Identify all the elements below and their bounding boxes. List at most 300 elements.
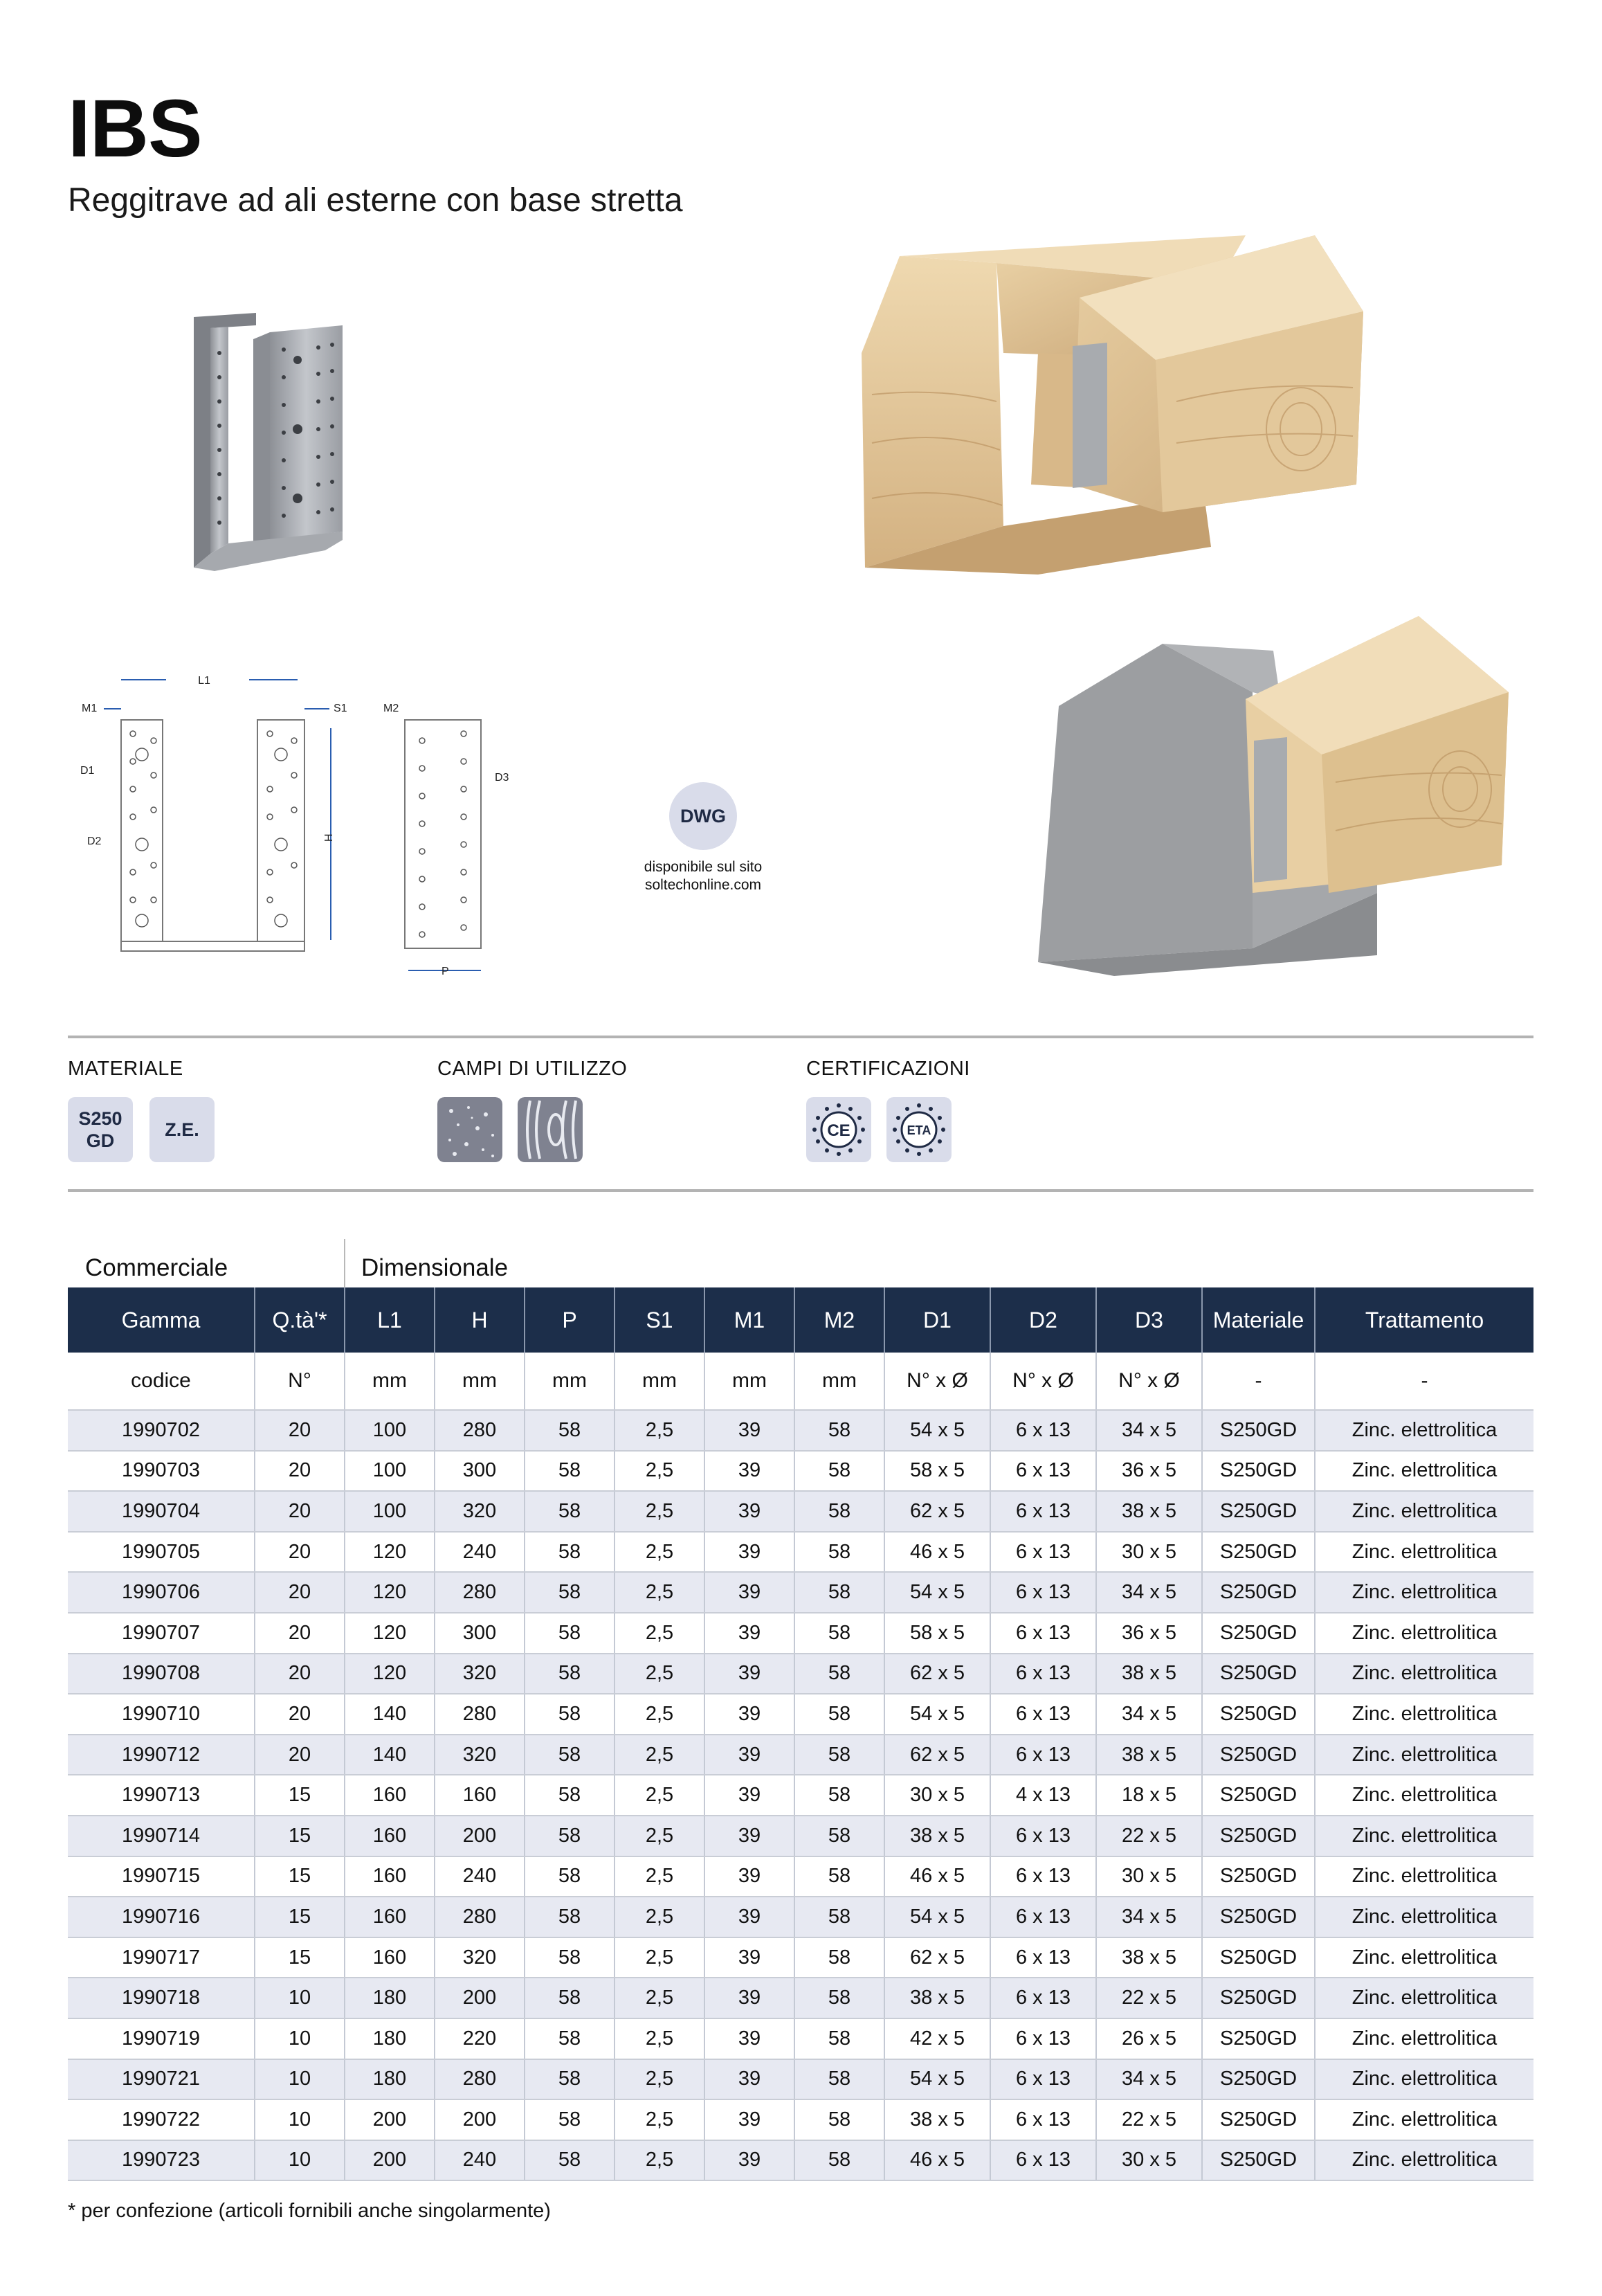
table-cell: S250GD (1202, 2140, 1315, 2181)
table-cell: 54 x 5 (884, 1694, 990, 1735)
table-cell: Zinc. elettrolitica (1315, 1978, 1533, 2018)
table-cell: S250GD (1202, 1694, 1315, 1735)
col-m1: M1 (704, 1287, 794, 1353)
table-cell: 240 (435, 2140, 525, 2181)
table-cell: 58 x 5 (884, 1613, 990, 1654)
table-cell: 160 (345, 1856, 435, 1897)
table-cell: Zinc. elettrolitica (1315, 1410, 1533, 1451)
table-cell: 6 x 13 (990, 2059, 1096, 2100)
table-cell: 2,5 (615, 1694, 704, 1735)
table-cell: 280 (435, 1410, 525, 1451)
table-cell: 20 (255, 1451, 345, 1492)
table-cell: 10 (255, 2099, 345, 2140)
table-cell: 20 (255, 1613, 345, 1654)
table-cell: S250GD (1202, 1816, 1315, 1856)
table-cell: 2,5 (615, 2059, 704, 2100)
concrete-icon (437, 1097, 502, 1162)
table-cell: 6 x 13 (990, 1451, 1096, 1492)
table-cell: 200 (345, 2099, 435, 2140)
table-cell: 58 (794, 2099, 884, 2140)
table-cell: 39 (704, 1613, 794, 1654)
table-cell: 38 x 5 (1096, 1937, 1202, 1978)
table-cell: 39 (704, 1816, 794, 1856)
table-row (68, 1897, 1533, 1937)
table-cell: 160 (345, 1775, 435, 1816)
label-p: P (442, 966, 449, 977)
table-cell: 2,5 (615, 1451, 704, 1492)
table-cell: 120 (345, 1654, 435, 1694)
table-cell: 100 (345, 1451, 435, 1492)
table-row (68, 1694, 1533, 1735)
wood-grain-icon (518, 1097, 583, 1162)
table-cell: 58 (525, 2018, 615, 2059)
unit-cell: N° (255, 1353, 345, 1410)
label-h: H (323, 833, 335, 842)
col-qta: Q.tà'* (255, 1287, 345, 1353)
table-cell: 39 (704, 1897, 794, 1937)
unit-cell: mm (615, 1353, 704, 1410)
col-d1: D1 (884, 1287, 990, 1353)
table-cell: 6 x 13 (990, 2099, 1096, 2140)
col-d3: D3 (1096, 1287, 1202, 1353)
unit-cell: - (1315, 1353, 1533, 1410)
table-cell: 38 x 5 (884, 1978, 990, 2018)
table-cell: 180 (345, 2018, 435, 2059)
table-row (68, 2140, 1533, 2181)
page-title: IBS (68, 83, 202, 174)
col-gamma: Gamma (68, 1287, 255, 1353)
table-cell: 180 (345, 2059, 435, 2100)
table-cell: 6 x 13 (990, 1491, 1096, 1532)
table-cell: 39 (704, 1775, 794, 1816)
table-cell: 58 (794, 1410, 884, 1451)
table-cell: 58 x 5 (884, 1451, 990, 1492)
table-cell: 62 x 5 (884, 1937, 990, 1978)
table-cell: 10 (255, 2140, 345, 2181)
label-m1: M1 (82, 703, 98, 714)
table-row (68, 1775, 1533, 1816)
table-cell: S250GD (1202, 1532, 1315, 1573)
table-cell: 280 (435, 2059, 525, 2100)
table-cell: 54 x 5 (884, 1897, 990, 1937)
table-cell: 54 x 5 (884, 2059, 990, 2100)
table-cell: 34 x 5 (1096, 1572, 1202, 1613)
label-d2: D2 (87, 835, 102, 847)
unit-cell: N° x Ø (884, 1353, 990, 1410)
table-cell: S250GD (1202, 1856, 1315, 1897)
table-cell: 58 (794, 1937, 884, 1978)
table-cell: Zinc. elettrolitica (1315, 1532, 1533, 1573)
table-cell: 2,5 (615, 1532, 704, 1573)
table-cell: 4 x 13 (990, 1775, 1096, 1816)
table-row (68, 1816, 1533, 1856)
table-cell: 2,5 (615, 1816, 704, 1856)
table-cell: 58 (525, 1735, 615, 1775)
group-dimensionale: Dimensionale (361, 1254, 509, 1281)
table-cell: 34 x 5 (1096, 2059, 1202, 2100)
table-cell: 1990716 (68, 1897, 255, 1937)
table-cell: 58 (794, 1856, 884, 1897)
label-d1: D1 (80, 765, 95, 777)
table-header-row (68, 1287, 1533, 1353)
table-cell: 6 x 13 (990, 1978, 1096, 2018)
table-cell: 42 x 5 (884, 2018, 990, 2059)
table-cell: 58 (525, 2099, 615, 2140)
table-cell: 54 x 5 (884, 1572, 990, 1613)
table-cell: 180 (345, 1978, 435, 2018)
svg-text:CE: CE (827, 1121, 850, 1140)
dwg-download-badge[interactable]: DWG (669, 782, 737, 850)
col-d2: D2 (990, 1287, 1096, 1353)
unit-cell: N° x Ø (1096, 1353, 1202, 1410)
table-cell: 34 x 5 (1096, 1410, 1202, 1451)
unit-cell: mm (345, 1353, 435, 1410)
table-cell: 1990721 (68, 2059, 255, 2100)
table-cell: 6 x 13 (990, 1694, 1096, 1735)
table-cell: 58 (525, 1816, 615, 1856)
label-m2: M2 (383, 703, 399, 714)
table-cell: 2,5 (615, 1410, 704, 1451)
units-row (68, 1353, 1533, 1410)
table-row (68, 1613, 1533, 1654)
col-l1: L1 (345, 1287, 435, 1353)
table-cell: 120 (345, 1532, 435, 1573)
table-row (68, 1410, 1533, 1451)
table-cell: 280 (435, 1694, 525, 1735)
table-cell: 38 x 5 (884, 2099, 990, 2140)
table-cell: 22 x 5 (1096, 1816, 1202, 1856)
table-cell: 2,5 (615, 2140, 704, 2181)
table-cell: 46 x 5 (884, 1532, 990, 1573)
table-cell: Zinc. elettrolitica (1315, 1451, 1533, 1492)
svg-text:ETA: ETA (907, 1123, 931, 1137)
table-cell: 220 (435, 2018, 525, 2059)
unit-cell: mm (794, 1353, 884, 1410)
footnote: * per confezione (articoli fornibili anche singolarmente) (68, 2200, 551, 2222)
table-cell: 160 (345, 1937, 435, 1978)
unit-cell: N° x Ø (990, 1353, 1096, 1410)
table-cell: 58 (525, 1572, 615, 1613)
table-cell: 1990705 (68, 1532, 255, 1573)
table-cell: 58 (794, 1978, 884, 2018)
table-cell: Zinc. elettrolitica (1315, 1572, 1533, 1613)
table-cell: 30 x 5 (1096, 1532, 1202, 1573)
table-cell: S250GD (1202, 1897, 1315, 1937)
table-cell: 20 (255, 1654, 345, 1694)
col-trattamento: Trattamento (1315, 1287, 1533, 1353)
table-cell: 15 (255, 1897, 345, 1937)
col-h: H (435, 1287, 525, 1353)
table-cell: 140 (345, 1735, 435, 1775)
table-row (68, 1572, 1533, 1613)
table-cell: 39 (704, 2018, 794, 2059)
table-cell: 300 (435, 1451, 525, 1492)
table-cell: 20 (255, 1572, 345, 1613)
table-cell: 2,5 (615, 1491, 704, 1532)
table-cell: 20 (255, 1694, 345, 1735)
table-cell: 54 x 5 (884, 1410, 990, 1451)
table-row (68, 2018, 1533, 2059)
table-row (68, 1937, 1533, 1978)
table-cell: 58 (794, 1613, 884, 1654)
table-cell: S250GD (1202, 1735, 1315, 1775)
table-cell: 15 (255, 1775, 345, 1816)
table-cell: 58 (525, 2059, 615, 2100)
table-cell: Zinc. elettrolitica (1315, 1937, 1533, 1978)
table-cell: 6 x 13 (990, 1410, 1096, 1451)
table-cell: 6 x 13 (990, 1613, 1096, 1654)
table-cell: 6 x 13 (990, 1897, 1096, 1937)
table-cell: 10 (255, 1978, 345, 2018)
table-cell: Zinc. elettrolitica (1315, 1654, 1533, 1694)
table-cell: 58 (794, 2140, 884, 2181)
table-cell: 2,5 (615, 1654, 704, 1694)
unit-cell: mm (525, 1353, 615, 1410)
table-cell: 39 (704, 1978, 794, 2018)
table-cell: S250GD (1202, 1654, 1315, 1694)
table-cell: 160 (345, 1816, 435, 1856)
table-cell: 36 x 5 (1096, 1613, 1202, 1654)
unit-cell: mm (704, 1353, 794, 1410)
table-cell: 2,5 (615, 2099, 704, 2140)
table-cell: 1990712 (68, 1735, 255, 1775)
unit-cell: codice (68, 1353, 255, 1410)
table-cell: 39 (704, 2099, 794, 2140)
table-cell: 300 (435, 1613, 525, 1654)
table-cell: 1990706 (68, 1572, 255, 1613)
table-cell: 1990713 (68, 1775, 255, 1816)
table-cell: S250GD (1202, 1775, 1315, 1816)
label-l1: L1 (198, 675, 210, 687)
table-cell: 6 x 13 (990, 1735, 1096, 1775)
col-p: P (525, 1287, 615, 1353)
table-cell: 2,5 (615, 1897, 704, 1937)
table-cell: 6 x 13 (990, 1654, 1096, 1694)
table-cell: Zinc. elettrolitica (1315, 2099, 1533, 2140)
table-cell: 2,5 (615, 1937, 704, 1978)
table-cell: 58 (525, 1451, 615, 1492)
table-cell: 20 (255, 1735, 345, 1775)
page-subtitle: Reggitrave ad ali esterne con base stretta (68, 182, 683, 219)
table-cell: 58 (794, 1572, 884, 1613)
table-cell: 38 x 5 (1096, 1654, 1202, 1694)
unit-cell: mm (435, 1353, 525, 1410)
table-cell: 2,5 (615, 1978, 704, 2018)
table-cell: 15 (255, 1937, 345, 1978)
table-cell: 58 (525, 1978, 615, 2018)
table-cell: 38 x 5 (884, 1816, 990, 1856)
table-cell: S250GD (1202, 1451, 1315, 1492)
table-cell: 100 (345, 1410, 435, 1451)
table-cell: 62 x 5 (884, 1654, 990, 1694)
table-cell: 120 (345, 1572, 435, 1613)
table-cell: Zinc. elettrolitica (1315, 2018, 1533, 2059)
technical-drawing (76, 665, 519, 983)
table-cell: 6 x 13 (990, 1816, 1096, 1856)
table-cell: 58 (525, 1694, 615, 1735)
table-cell: 36 x 5 (1096, 1451, 1202, 1492)
unit-cell: - (1202, 1353, 1315, 1410)
table-cell: 46 x 5 (884, 1856, 990, 1897)
table-cell: 58 (794, 1491, 884, 1532)
table-cell: 39 (704, 1937, 794, 1978)
table-cell: 22 x 5 (1096, 1978, 1202, 2018)
table-row (68, 1978, 1533, 2018)
table-cell: 62 x 5 (884, 1735, 990, 1775)
table-cell: 39 (704, 1572, 794, 1613)
table-cell: S250GD (1202, 1978, 1315, 2018)
table-cell: Zinc. elettrolitica (1315, 1613, 1533, 1654)
table-cell: 200 (345, 2140, 435, 2181)
table-cell: 58 (794, 2059, 884, 2100)
table-cell: Zinc. elettrolitica (1315, 1694, 1533, 1735)
table-cell: 6 x 13 (990, 2018, 1096, 2059)
table-cell: 58 (525, 1775, 615, 1816)
table-row (68, 1735, 1533, 1775)
table-cell: 160 (345, 1897, 435, 1937)
table-cell: 2,5 (615, 1735, 704, 1775)
table-cell: 1990722 (68, 2099, 255, 2140)
table-cell: 39 (704, 1856, 794, 1897)
divider-bottom (68, 1189, 1533, 1192)
table-cell: 30 x 5 (1096, 2140, 1202, 2181)
wood-joint-photo (858, 222, 1370, 581)
ce-mark-icon (806, 1097, 871, 1162)
table-cell: 1990717 (68, 1937, 255, 1978)
spec-table (68, 1287, 1533, 2181)
table-cell: 20 (255, 1410, 345, 1451)
table-cell: 58 (794, 1451, 884, 1492)
table-cell: 58 (794, 1735, 884, 1775)
table-cell: 280 (435, 1897, 525, 1937)
group-divider (344, 1239, 345, 1287)
table-cell: Zinc. elettrolitica (1315, 2059, 1533, 2100)
table-row (68, 1491, 1533, 1532)
table-cell: 26 x 5 (1096, 2018, 1202, 2059)
table-cell: 15 (255, 1856, 345, 1897)
table-cell: 39 (704, 1410, 794, 1451)
table-cell: 6 x 13 (990, 1532, 1096, 1573)
table-cell: 320 (435, 1654, 525, 1694)
table-cell: 1990707 (68, 1613, 255, 1654)
divider-top (68, 1036, 1533, 1038)
table-cell: S250GD (1202, 2018, 1315, 2059)
table-cell: 38 x 5 (1096, 1735, 1202, 1775)
table-cell: Zinc. elettrolitica (1315, 1775, 1533, 1816)
table-cell: 2,5 (615, 1775, 704, 1816)
label-d3: D3 (495, 772, 509, 784)
table-cell: S250GD (1202, 2059, 1315, 2100)
table-cell: 39 (704, 1451, 794, 1492)
table-row (68, 2059, 1533, 2100)
table-cell: 58 (794, 1897, 884, 1937)
table-cell: 1990702 (68, 1410, 255, 1451)
table-cell: 58 (525, 1897, 615, 1937)
table-cell: 10 (255, 2059, 345, 2100)
table-row (68, 1451, 1533, 1492)
table-row (68, 1532, 1533, 1573)
campi-label: CAMPI DI UTILIZZO (437, 1058, 628, 1080)
website-link[interactable]: soltechonline.com (644, 877, 762, 893)
table-cell: Zinc. elettrolitica (1315, 1856, 1533, 1897)
dwg-note: disponibile sul sito soltechonline.com (609, 858, 797, 894)
table-cell: 240 (435, 1532, 525, 1573)
table-cell: 58 (794, 1816, 884, 1856)
table-cell: Zinc. elettrolitica (1315, 1897, 1533, 1937)
table-cell: 2,5 (615, 1613, 704, 1654)
table-cell: 58 (794, 1532, 884, 1573)
table-row (68, 1654, 1533, 1694)
table-cell: S250GD (1202, 1410, 1315, 1451)
table-cell: 58 (525, 1937, 615, 1978)
table-cell: 58 (525, 1613, 615, 1654)
table-cell: 58 (525, 1654, 615, 1694)
table-cell: S250GD (1202, 1491, 1315, 1532)
table-cell: 58 (525, 1856, 615, 1897)
col-m2: M2 (794, 1287, 884, 1353)
table-cell: 34 x 5 (1096, 1897, 1202, 1937)
table-cell: 200 (435, 1816, 525, 1856)
table-cell: 120 (345, 1613, 435, 1654)
table-cell: 58 (525, 1491, 615, 1532)
table-cell: 2,5 (615, 2018, 704, 2059)
table-cell: 39 (704, 1654, 794, 1694)
table-cell: 58 (525, 1410, 615, 1451)
material-badge-ze: Z.E. (149, 1097, 215, 1162)
col-s1: S1 (615, 1287, 704, 1353)
table-cell: 1990710 (68, 1694, 255, 1735)
table-cell: 30 x 5 (884, 1775, 990, 1816)
table-cell: 58 (794, 2018, 884, 2059)
table-cell: 58 (525, 1532, 615, 1573)
table-cell: 2,5 (615, 1572, 704, 1613)
table-cell: 160 (435, 1775, 525, 1816)
table-cell: 100 (345, 1491, 435, 1532)
certificazioni-label: CERTIFICAZIONI (806, 1058, 970, 1080)
table-row (68, 2099, 1533, 2140)
table-cell: 22 x 5 (1096, 2099, 1202, 2140)
table-cell: 240 (435, 1856, 525, 1897)
table-cell: 39 (704, 1735, 794, 1775)
table-cell: 6 x 13 (990, 2140, 1096, 2181)
hanger-photo (187, 311, 353, 581)
table-cell: Zinc. elettrolitica (1315, 1735, 1533, 1775)
table-cell: 200 (435, 2099, 525, 2140)
table-cell: 58 (794, 1694, 884, 1735)
table-cell: 46 x 5 (884, 2140, 990, 2181)
table-cell: 1990723 (68, 2140, 255, 2181)
label-s1: S1 (334, 703, 347, 714)
table-cell: 6 x 13 (990, 1572, 1096, 1613)
table-cell: 39 (704, 2140, 794, 2181)
materiale-label: MATERIALE (68, 1058, 183, 1080)
table-cell: 1990719 (68, 2018, 255, 2059)
table-cell: S250GD (1202, 1937, 1315, 1978)
table-row (68, 1856, 1533, 1897)
table-cell: 30 x 5 (1096, 1856, 1202, 1897)
table-cell: 62 x 5 (884, 1491, 990, 1532)
table-cell: Zinc. elettrolitica (1315, 2140, 1533, 2181)
table-cell: 1990715 (68, 1856, 255, 1897)
table-cell: 280 (435, 1572, 525, 1613)
table-cell: 1990704 (68, 1491, 255, 1532)
table-cell: 6 x 13 (990, 1937, 1096, 1978)
table-cell: 320 (435, 1491, 525, 1532)
table-cell: 15 (255, 1816, 345, 1856)
table-cell: Zinc. elettrolitica (1315, 1816, 1533, 1856)
table-cell: S250GD (1202, 1572, 1315, 1613)
table-cell: 1990703 (68, 1451, 255, 1492)
